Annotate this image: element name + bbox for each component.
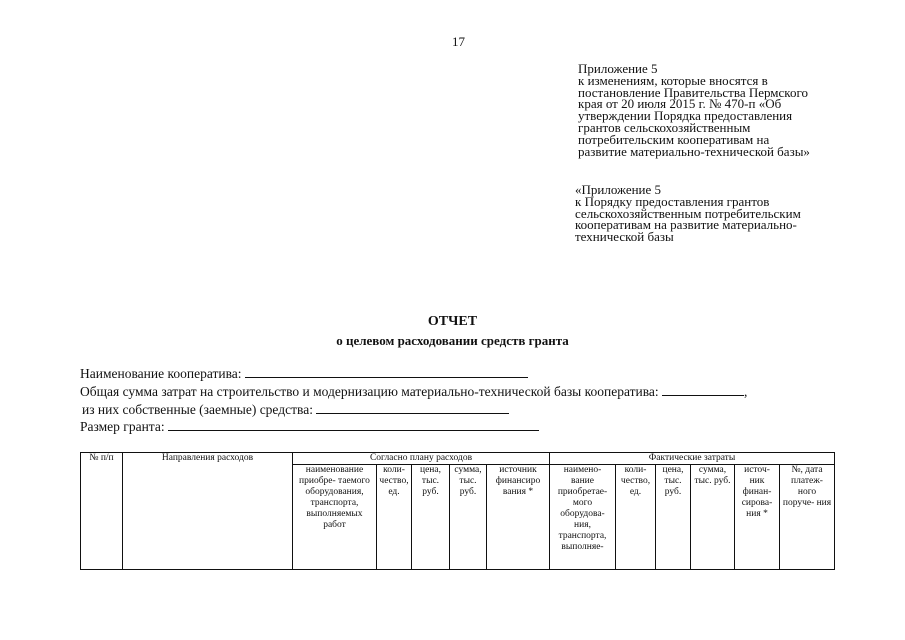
coop-name-blank — [245, 367, 528, 378]
col-header-actual-quantity: коли- чество, ед. — [616, 465, 656, 570]
report-subtitle: о целевом расходовании средств гранта — [336, 333, 569, 348]
annex-line: края от 20 июля 2015 г. № 470-п «Об — [578, 96, 782, 112]
annex-line: технической базы — [575, 229, 674, 245]
coop-name-field — [80, 366, 528, 382]
col-header-plan-price: цена, тыс. руб. — [412, 465, 450, 570]
annex-line: «Приложение 5 — [575, 182, 662, 197]
total-costs-field — [80, 384, 747, 400]
report-table — [80, 452, 835, 570]
page-cut-area — [80, 572, 834, 640]
group-header-actual: Фактические затраты — [550, 453, 835, 465]
col-header-plan-quantity: коли- чество, ед. — [377, 465, 412, 570]
group-header-plan: Согласно плану расходов — [293, 453, 550, 465]
annex-line: сельскохозяйственным потребительским — [575, 205, 801, 221]
coop-name-label: Наименование кооператива: — [80, 366, 242, 381]
col-header-actual-sum: сумма, тыс. руб. — [691, 465, 735, 570]
col-header-direction: Направления расходов — [123, 453, 293, 570]
col-header-plan-name: наименование приобре- таемого оборудования, транспорта, выполняемых работ — [293, 465, 377, 570]
report-title: ОТЧЕТ — [427, 314, 478, 329]
col-header-actual-name: наимено- вание приобретае- мого оборудова- ния, транспорта, выполняе- — [550, 465, 616, 570]
grant-size-blank — [168, 420, 539, 431]
col-header-number: № п/п — [81, 453, 123, 570]
annex-procedure-header — [575, 184, 801, 243]
annex-line: Приложение 5 — [578, 61, 658, 76]
annex-line: к Порядку предоставления грантов — [575, 193, 770, 209]
grant-size-label: Размер гранта: — [80, 419, 165, 434]
annex-line: грантов сельскохозяйственным — [578, 119, 751, 135]
total-costs-blank — [662, 385, 744, 396]
table-header-row — [81, 453, 835, 465]
own-funds-blank — [316, 403, 509, 414]
page-number: 17 — [452, 34, 465, 49]
annex-line: развитие материально-технической базы» — [578, 143, 810, 159]
total-costs-label: Общая сумма затрат на строительство и модернизацию материально-технической базы кооператива: — [80, 384, 659, 399]
annex-line: кооперативам на развитие материально- — [575, 217, 797, 233]
annex-amendment-header — [578, 63, 810, 157]
total-costs-suffix: , — [744, 384, 748, 399]
grant-size-field — [80, 419, 539, 435]
col-header-actual-source: источ- ник финан- сирова- ния * — [735, 465, 780, 570]
annex-line: к изменениям, которые вносятся в — [578, 72, 768, 88]
col-header-payment-order: №, дата платеж- ного поруче- ния — [780, 465, 835, 570]
col-header-plan-source: источник финансиро вания * — [487, 465, 550, 570]
annex-line: постановление Правительства Пермского — [578, 84, 808, 100]
col-header-actual-price: цена, тыс. руб. — [656, 465, 691, 570]
own-funds-field — [82, 402, 509, 418]
col-header-plan-sum: сумма, тыс. руб. — [450, 465, 487, 570]
own-funds-label: из них собственные (заемные) средства: — [82, 402, 313, 417]
annex-line: утверждении Порядка предоставления — [578, 108, 793, 124]
annex-line: потребительским кооперативам на — [578, 131, 770, 147]
